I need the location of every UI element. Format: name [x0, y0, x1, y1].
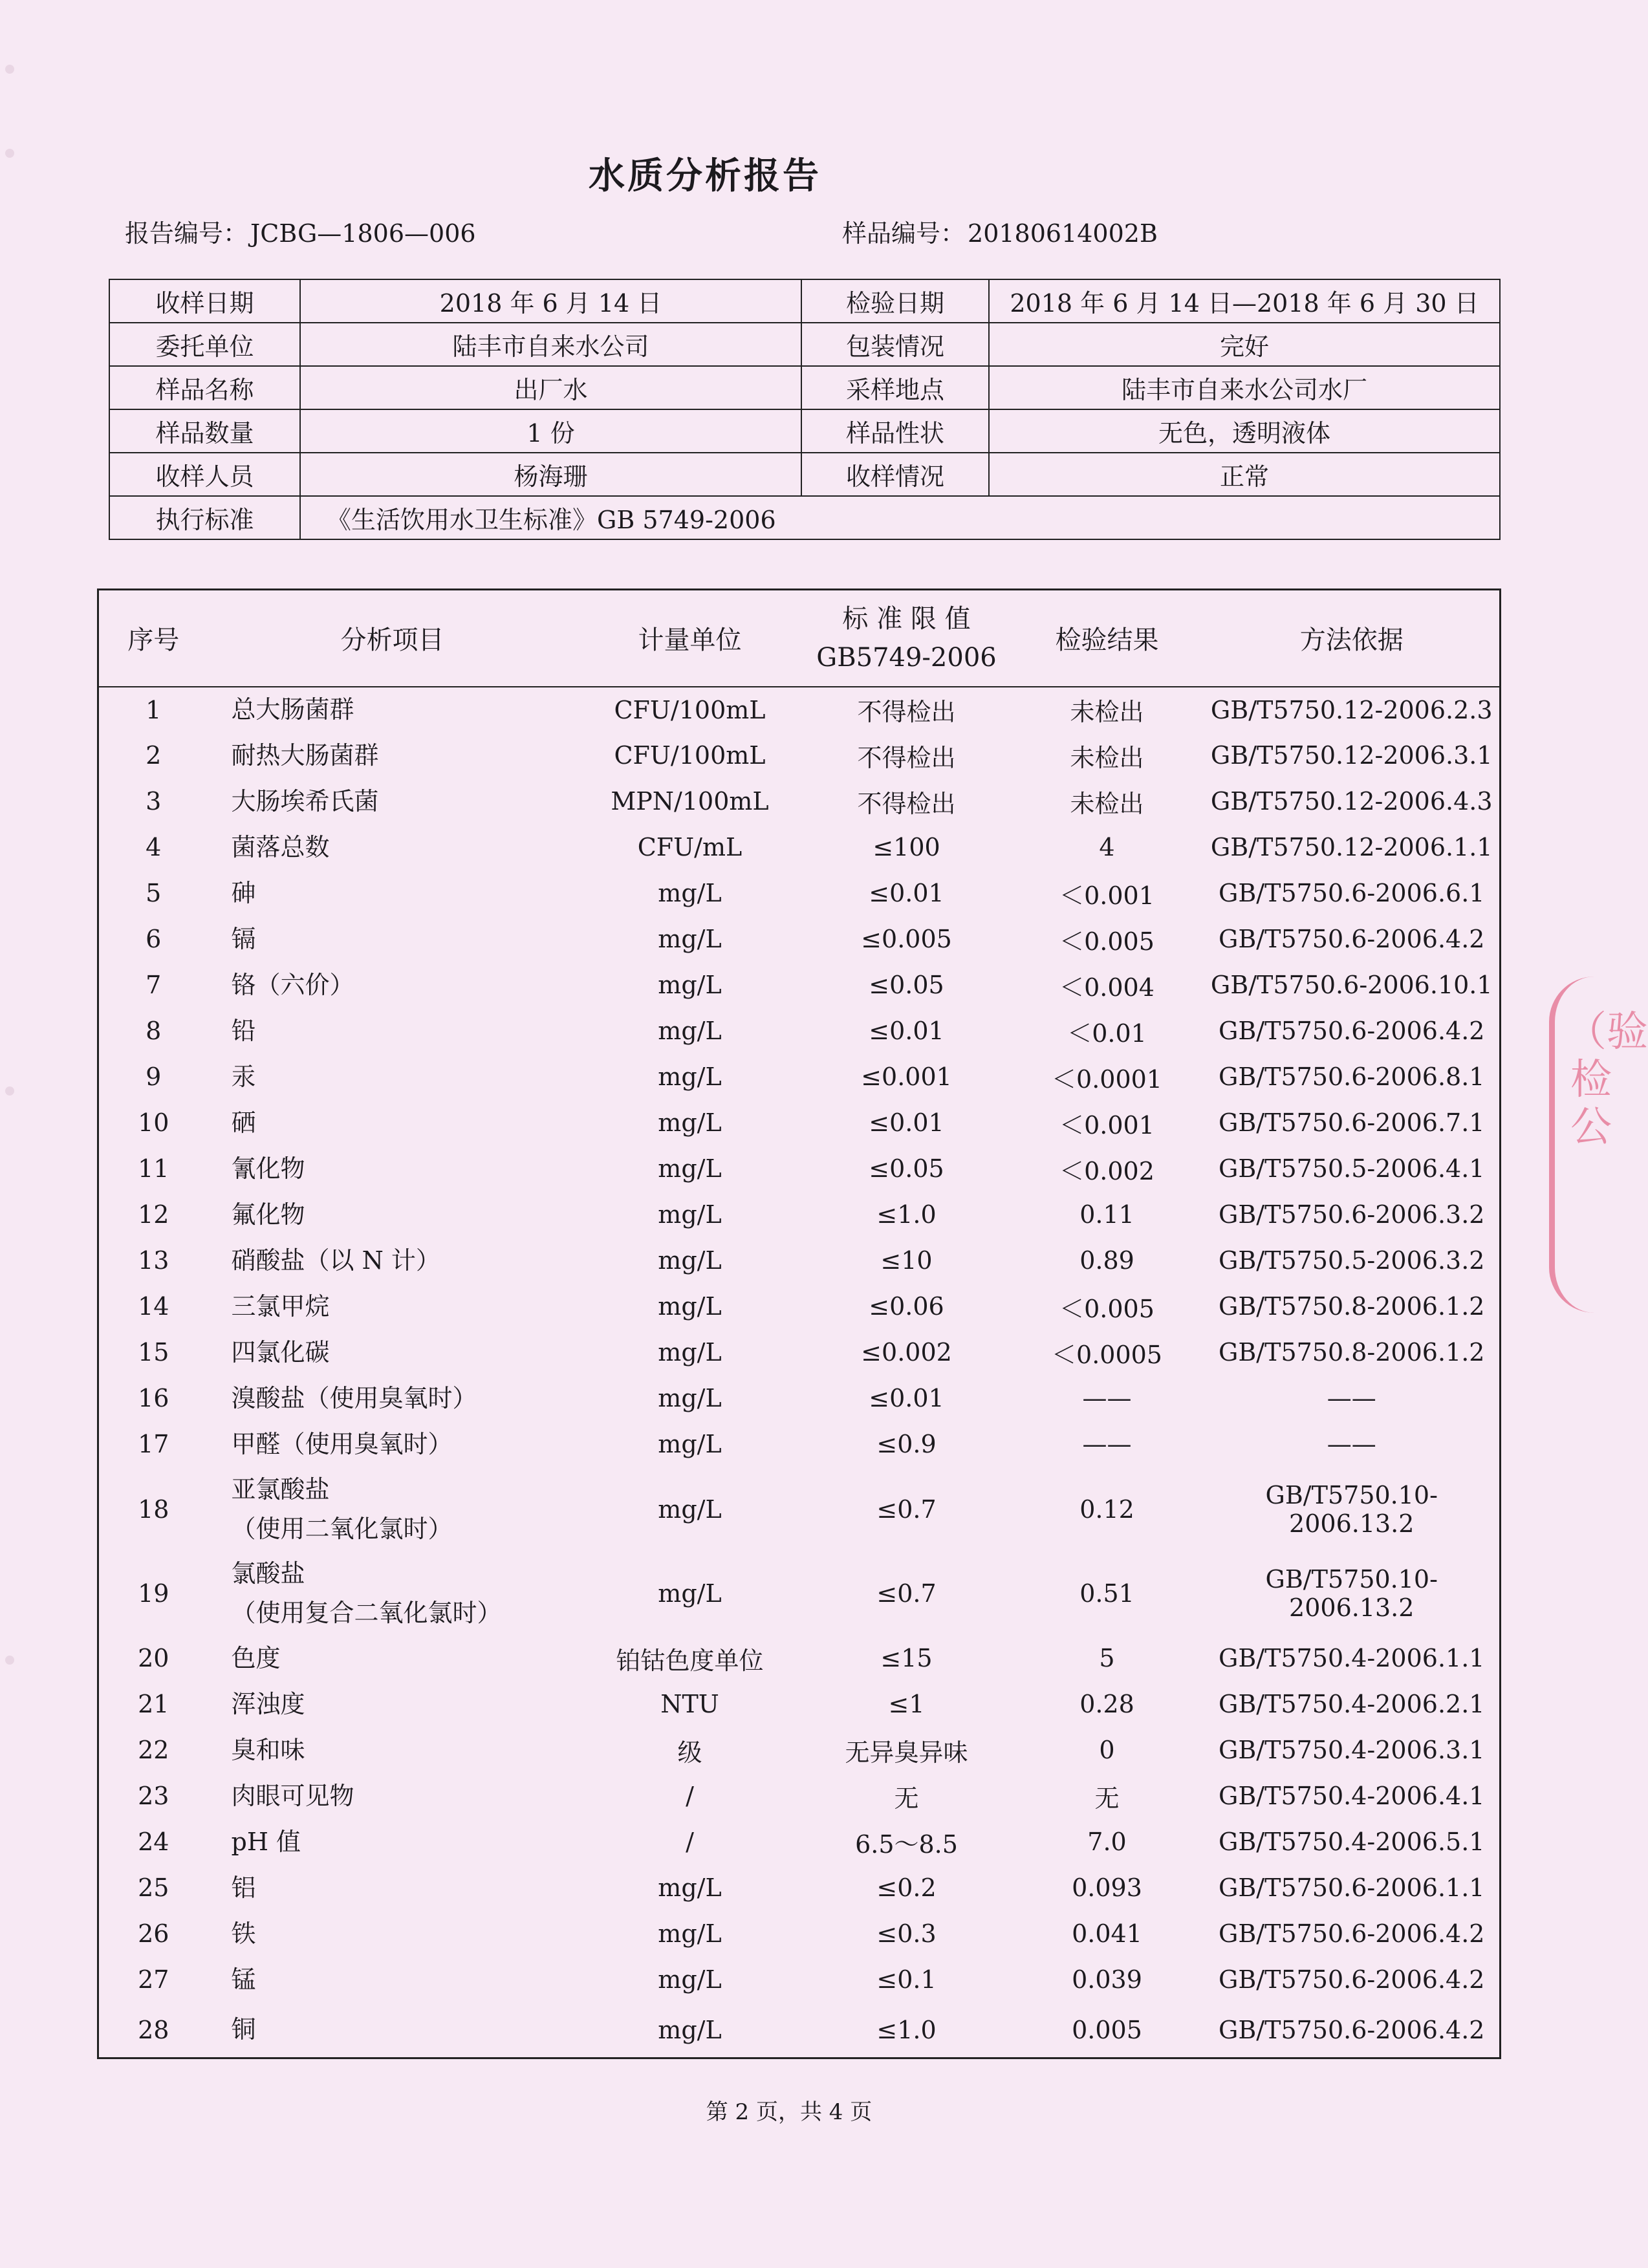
row-item: 大肠埃希氏菌 [231, 786, 379, 815]
row-item: 镉 [231, 924, 256, 953]
row-result: 0.005 [1072, 2015, 1142, 2044]
row-limit: ≤0.002 [861, 1338, 952, 1366]
row-unit: mg/L [658, 1154, 722, 1183]
row-method: GB/T5750.12-2006.3.1 [1210, 741, 1493, 770]
row-item: 汞 [231, 1062, 256, 1091]
row-limit: 无 [894, 1784, 919, 1813]
row-limit: ≤0.001 [861, 1063, 952, 1091]
punch-hole [5, 1656, 14, 1665]
row-limit: ≤15 [880, 1644, 933, 1672]
row-method: GB/T5750.4-2006.4.1 [1219, 1782, 1485, 1810]
info-label: 委托单位 [109, 323, 300, 366]
row-unit: mg/L [658, 1430, 722, 1458]
row-number: 8 [146, 1017, 162, 1045]
table-row [98, 1421, 1501, 1467]
table-row [98, 1284, 1501, 1330]
table-row [98, 1865, 1501, 1911]
table-row [98, 779, 1501, 825]
header-limit [803, 590, 1010, 687]
red-seal-stamp-text: （验检公 [1565, 1008, 1648, 1152]
page-footer: 第 2 页，共 4 页 [706, 2099, 873, 2125]
header-result: 检验结果 [1010, 590, 1204, 687]
info-row-standard [109, 496, 1500, 539]
row-limit: ≤0.01 [869, 879, 944, 907]
row-number: 1 [146, 695, 162, 724]
table-row [98, 825, 1501, 870]
header-no: 序号 [98, 590, 208, 687]
table-row [98, 1911, 1501, 1957]
row-number: 28 [138, 2015, 169, 2044]
row-item-note: （使用复合二氧化氯时） [231, 1598, 502, 1627]
row-unit: mg/L [658, 925, 722, 953]
row-limit: ≤0.2 [876, 1874, 937, 1902]
row-number: 7 [146, 971, 162, 999]
row-result: 0.039 [1072, 1965, 1142, 1994]
row-item: 臭和味 [231, 1735, 305, 1764]
row-number: 16 [138, 1384, 169, 1412]
row-method: GB/T5750.4-2006.1.1 [1219, 1644, 1485, 1672]
header-unit: 计量单位 [577, 590, 803, 687]
info-row [109, 366, 1500, 409]
info-value: 完好 [989, 323, 1500, 366]
table-row [98, 916, 1501, 962]
row-unit: / [686, 1828, 694, 1856]
row-unit: mg/L [658, 879, 722, 907]
row-number: 15 [138, 1338, 169, 1366]
row-limit: ≤0.3 [876, 1919, 937, 1948]
table-row [98, 733, 1501, 779]
row-method: GB/T5750.10-2006.13.2 [1265, 1480, 1438, 1538]
row-number: 18 [138, 1495, 169, 1524]
row-limit: 不得检出 [857, 698, 956, 726]
results-table [97, 589, 1501, 2059]
row-limit: ≤0.05 [869, 1154, 944, 1183]
row-method: GB/T5750.6-2006.4.2 [1219, 1017, 1485, 1045]
row-limit: ≤10 [880, 1246, 933, 1275]
row-unit: mg/L [658, 1246, 722, 1275]
row-method: GB/T5750.6-2006.1.1 [1219, 1874, 1485, 1902]
row-unit: mg/L [658, 971, 722, 999]
row-unit: mg/L [658, 1017, 722, 1045]
row-item: 甲醛（使用臭氧时） [231, 1429, 453, 1458]
row-number: 4 [146, 833, 162, 861]
table-row [98, 1681, 1501, 1727]
row-method: GB/T5750.5-2006.3.2 [1219, 1246, 1485, 1275]
table-row [98, 687, 1501, 733]
row-limit: ≤1.0 [876, 1200, 937, 1229]
standard-value: 《生活饮用水卫生标准》GB 5749-2006 [300, 496, 1500, 539]
row-method: GB/T5750.12-2006.2.3 [1210, 695, 1493, 724]
row-unit: CFU/100mL [614, 741, 766, 770]
row-result: 7.0 [1087, 1828, 1127, 1856]
row-number: 12 [138, 1200, 169, 1229]
row-result: 0.093 [1072, 1874, 1142, 1902]
row-result: ＜0.002 [1059, 1156, 1155, 1185]
table-row [98, 1192, 1501, 1238]
row-result: 0.89 [1079, 1246, 1134, 1275]
row-item: 铜 [231, 2015, 256, 2044]
table-row [98, 1727, 1501, 1773]
row-result: 无 [1094, 1784, 1120, 1813]
row-method: GB/T5750.12-2006.1.1 [1210, 833, 1493, 861]
row-item: 肉眼可见物 [231, 1781, 354, 1810]
info-value: 2018 年 6 月 14 日 [300, 279, 801, 323]
row-result: 0.28 [1079, 1690, 1134, 1718]
row-limit: ≤0.05 [869, 971, 944, 999]
info-label: 检验日期 [801, 279, 989, 323]
info-row [109, 409, 1500, 453]
row-unit: NTU [660, 1690, 719, 1718]
row-unit: 级 [677, 1738, 702, 1767]
info-row [109, 453, 1500, 496]
row-method: GB/T5750.6-2006.4.2 [1219, 1965, 1485, 1994]
row-method: GB/T5750.10-2006.13.2 [1265, 1564, 1438, 1622]
header-method: 方法依据 [1204, 590, 1501, 687]
report-number-label: 报告编号： [125, 219, 248, 248]
table-row [98, 870, 1501, 916]
row-item: pH 值 [231, 1827, 301, 1856]
row-result: ＜0.0005 [1052, 1340, 1162, 1369]
row-result: 未检出 [1070, 789, 1144, 818]
row-result: 0.041 [1072, 1919, 1142, 1948]
row-result: 未检出 [1070, 698, 1144, 726]
sample-number-label: 样品编号： [842, 219, 966, 248]
table-row [98, 1957, 1501, 2003]
row-number: 10 [138, 1108, 169, 1137]
row-result: 0 [1099, 1736, 1115, 1764]
row-limit: ≤0.01 [869, 1017, 944, 1045]
info-row [109, 323, 1500, 366]
row-item: 铬（六价） [231, 970, 354, 999]
row-item: 菌落总数 [231, 832, 330, 861]
row-result: 未检出 [1070, 743, 1144, 772]
info-value: 1 份 [300, 409, 801, 453]
row-limit: ≤0.06 [869, 1292, 944, 1321]
info-label: 收样情况 [801, 453, 989, 496]
info-label: 样品数量 [109, 409, 300, 453]
sample-number-value: 20180614002B [968, 219, 1158, 248]
row-unit: mg/L [658, 1965, 722, 1994]
row-unit: mg/L [658, 1495, 722, 1524]
row-item: 砷 [231, 878, 256, 907]
row-item: 铁 [231, 1919, 256, 1948]
row-method: GB/T5750.8-2006.1.2 [1219, 1292, 1485, 1321]
table-row [98, 1054, 1501, 1100]
row-item: 四氯化碳 [231, 1337, 330, 1366]
row-limit: ≤100 [873, 833, 940, 861]
info-label: 包装情况 [801, 323, 989, 366]
row-item [208, 1467, 577, 1551]
row-limit: 不得检出 [857, 743, 956, 772]
row-result: ＜0.001 [1059, 881, 1155, 910]
table-row [98, 1146, 1501, 1192]
row-result: —— [1082, 1384, 1132, 1412]
row-limit: ≤1.0 [876, 2015, 937, 2044]
row-unit: MPN/100mL [611, 787, 769, 815]
row-item-note: （使用二氧化氯时） [231, 1514, 453, 1543]
row-method: GB/T5750.6-2006.10.1 [1210, 971, 1493, 999]
row-method: GB/T5750.4-2006.5.1 [1219, 1828, 1485, 1856]
row-number: 17 [138, 1430, 169, 1458]
row-limit: ≤0.1 [876, 1965, 937, 1994]
row-unit: 铂钴色度单位 [616, 1646, 764, 1675]
table-row [98, 1819, 1501, 1865]
row-number: 19 [138, 1579, 169, 1608]
info-value: 正常 [989, 453, 1500, 496]
standard-label: 执行标准 [109, 496, 300, 539]
row-unit: / [686, 1782, 694, 1810]
row-method: GB/T5750.6-2006.8.1 [1219, 1063, 1485, 1091]
row-unit: mg/L [658, 1579, 722, 1608]
row-method: GB/T5750.4-2006.3.1 [1219, 1736, 1485, 1764]
row-method: GB/T5750.5-2006.4.1 [1219, 1154, 1485, 1183]
row-unit: mg/L [658, 2015, 722, 2044]
row-item: 三氯甲烷 [231, 1291, 330, 1321]
table-row [98, 1636, 1501, 1681]
row-result: ＜0.005 [1059, 1294, 1155, 1323]
row-number: 26 [138, 1919, 169, 1948]
row-number: 14 [138, 1292, 169, 1321]
row-number: 24 [138, 1828, 169, 1856]
row-number: 6 [146, 925, 162, 953]
row-unit: mg/L [658, 1200, 722, 1229]
header-limit-title: 标 准 限 值 [842, 603, 971, 634]
row-method: GB/T5750.6-2006.4.2 [1219, 2015, 1485, 2044]
row-number: 20 [138, 1644, 169, 1672]
row-limit: ≤0.01 [869, 1384, 944, 1412]
punch-hole [5, 1086, 14, 1096]
info-value: 杨海珊 [300, 453, 801, 496]
table-row [98, 1773, 1501, 1819]
info-label: 收样人员 [109, 453, 300, 496]
row-limit: 无异臭异味 [845, 1738, 968, 1767]
row-item: 锰 [231, 1965, 256, 1994]
info-value: 陆丰市自来水公司水厂 [989, 366, 1500, 409]
row-number: 11 [138, 1154, 169, 1183]
row-limit: ≤1 [888, 1690, 925, 1718]
report-number-value: JCBG—1806—006 [250, 219, 476, 248]
table-row [98, 962, 1501, 1008]
row-result: ＜0.01 [1067, 1019, 1147, 1048]
row-method: GB/T5750.6-2006.4.2 [1219, 925, 1485, 953]
info-value: 无色，透明液体 [989, 409, 1500, 453]
row-item: 色度 [231, 1643, 281, 1672]
info-label: 收样日期 [109, 279, 300, 323]
row-item: 浑浊度 [231, 1689, 305, 1718]
row-result: 0.11 [1079, 1200, 1134, 1229]
row-unit: mg/L [658, 1338, 722, 1366]
table-row [98, 1100, 1501, 1146]
row-result: ＜0.004 [1059, 973, 1155, 1002]
row-item-name: 氯酸盐 [231, 1559, 305, 1588]
sample-number [842, 213, 1158, 249]
row-limit: ≤0.7 [876, 1495, 937, 1524]
punch-hole [5, 65, 14, 74]
row-number: 22 [138, 1736, 169, 1764]
table-row [98, 1551, 1501, 1636]
row-number: 25 [138, 1874, 169, 1902]
row-number: 3 [146, 787, 162, 815]
row-number: 5 [146, 879, 162, 907]
row-number: 23 [138, 1782, 169, 1810]
row-number: 13 [138, 1246, 169, 1275]
row-method: GB/T5750.8-2006.1.2 [1219, 1338, 1485, 1366]
row-item: 总大肠菌群 [231, 695, 354, 724]
table-row [98, 1008, 1501, 1054]
table-row [98, 1376, 1501, 1421]
row-unit: mg/L [658, 1874, 722, 1902]
row-method: GB/T5750.12-2006.4.3 [1210, 787, 1493, 815]
header-limit-standard: GB5749-2006 [816, 642, 997, 673]
row-method: GB/T5750.4-2006.2.1 [1219, 1690, 1485, 1718]
row-result: ＜0.0001 [1052, 1064, 1162, 1094]
table-row [98, 1467, 1501, 1551]
row-method: GB/T5750.6-2006.4.2 [1219, 1919, 1485, 1948]
row-number: 9 [146, 1063, 162, 1091]
row-limit: 不得检出 [857, 789, 956, 818]
row-item: 硒 [231, 1108, 256, 1137]
row-result: ＜0.005 [1059, 927, 1155, 956]
results-header-row [98, 590, 1501, 687]
row-unit: mg/L [658, 1384, 722, 1412]
info-label: 采样地点 [801, 366, 989, 409]
row-method: —— [1327, 1384, 1376, 1412]
header-item: 分析项目 [208, 590, 577, 687]
table-row [98, 1238, 1501, 1284]
row-number: 2 [146, 741, 162, 770]
info-row [109, 279, 1500, 323]
info-value: 陆丰市自来水公司 [300, 323, 801, 366]
report-number [125, 213, 476, 249]
row-method: GB/T5750.6-2006.6.1 [1219, 879, 1485, 907]
row-result: ＜0.001 [1059, 1110, 1155, 1139]
info-label: 样品名称 [109, 366, 300, 409]
row-unit: mg/L [658, 1063, 722, 1091]
row-unit: CFU/100mL [614, 695, 766, 724]
row-unit: mg/L [658, 1919, 722, 1948]
row-result: 0.51 [1079, 1579, 1134, 1608]
row-method: GB/T5750.6-2006.7.1 [1219, 1108, 1485, 1137]
row-item: 溴酸盐（使用臭氧时） [231, 1383, 477, 1412]
row-limit: 6.5～8.5 [855, 1830, 958, 1859]
row-item: 氟化物 [231, 1200, 305, 1229]
sample-info-table [109, 279, 1501, 540]
report-title: 水质分析报告 [589, 155, 821, 197]
row-limit: ≤0.9 [876, 1430, 937, 1458]
row-item-name: 亚氯酸盐 [231, 1474, 330, 1504]
row-item: 铅 [231, 1016, 256, 1045]
row-unit: CFU/mL [637, 833, 743, 861]
row-limit: ≤0.7 [876, 1579, 937, 1608]
row-item: 硝酸盐（以 N 计） [231, 1246, 440, 1275]
row-number: 27 [138, 1965, 169, 1994]
info-value: 出厂水 [300, 366, 801, 409]
row-item: 氰化物 [231, 1154, 305, 1183]
row-method: GB/T5750.6-2006.3.2 [1219, 1200, 1485, 1229]
row-method: —— [1327, 1430, 1376, 1458]
row-result: 0.12 [1079, 1495, 1134, 1524]
row-limit: ≤0.005 [861, 925, 952, 953]
row-item: 耐热大肠菌群 [231, 740, 379, 770]
row-item: 铝 [231, 1873, 256, 1902]
table-row [98, 1330, 1501, 1376]
row-unit: mg/L [658, 1108, 722, 1137]
row-result: 5 [1099, 1644, 1115, 1672]
row-limit: ≤0.01 [869, 1108, 944, 1137]
info-value: 2018 年 6 月 14 日—2018 年 6 月 30 日 [989, 279, 1500, 323]
row-number: 21 [138, 1690, 169, 1718]
row-item [208, 1551, 577, 1636]
row-result: —— [1082, 1430, 1132, 1458]
table-row [98, 2003, 1501, 2058]
row-unit: mg/L [658, 1292, 722, 1321]
row-result: 4 [1099, 833, 1115, 861]
info-label: 样品性状 [801, 409, 989, 453]
